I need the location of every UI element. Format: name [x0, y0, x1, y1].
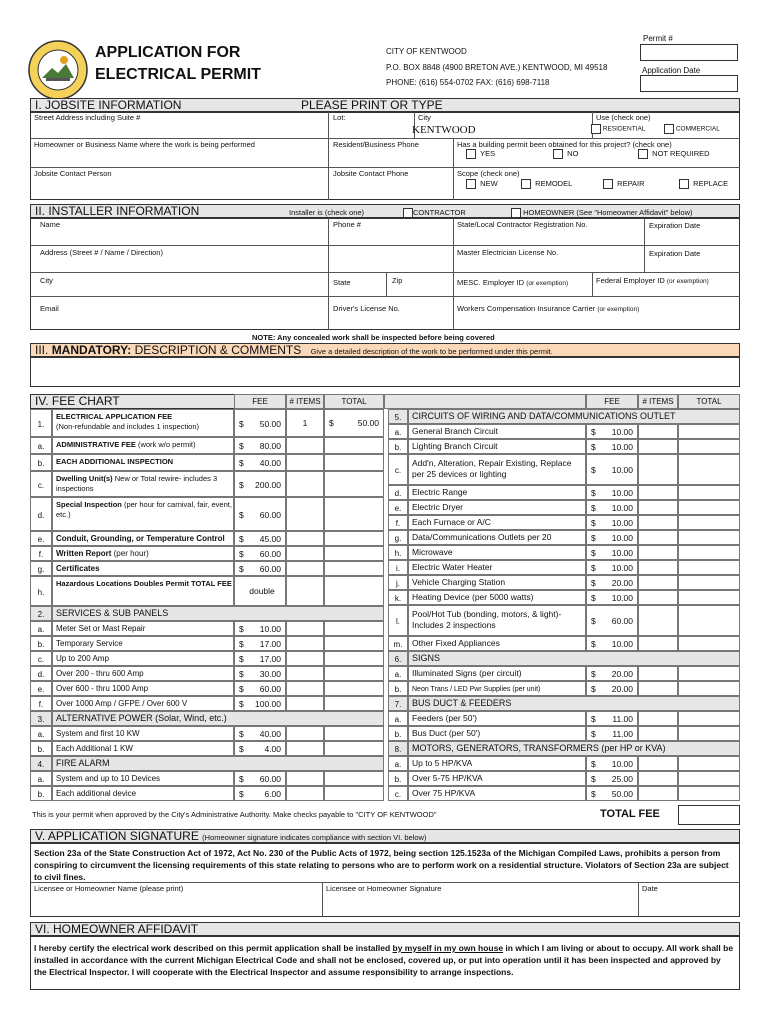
- row-num: b.: [30, 636, 52, 651]
- fee-row-label: Other Fixed Appliances: [408, 636, 586, 651]
- no-checkbox[interactable]: [553, 149, 563, 159]
- homeowner-checkbox[interactable]: [511, 208, 521, 218]
- row-num: e.: [30, 681, 52, 696]
- total-input[interactable]: [324, 471, 384, 497]
- total-input[interactable]: [324, 651, 384, 666]
- fee-value: $ 17.00: [234, 651, 286, 666]
- items-col-label: # ITEMS: [289, 397, 321, 406]
- fee-value: $ 60.00: [234, 561, 286, 576]
- total-input[interactable]: [324, 531, 384, 546]
- total-input[interactable]: [324, 666, 384, 681]
- fee-col-label: FEE: [252, 397, 268, 406]
- row-num: b.: [388, 439, 408, 454]
- items-input[interactable]: [638, 530, 678, 545]
- total-input[interactable]: [324, 576, 384, 606]
- total-input[interactable]: [678, 711, 740, 726]
- items-input[interactable]: [286, 621, 324, 636]
- app-date-field[interactable]: [640, 75, 738, 92]
- row-num: g.: [388, 530, 408, 545]
- replace-option[interactable]: REPLACE: [679, 179, 728, 189]
- contractor-option[interactable]: CONTRACTOR: [403, 206, 466, 219]
- state-reg-label: State/Local Contractor Registration No.: [457, 220, 588, 229]
- total-input[interactable]: [678, 500, 740, 515]
- total-input[interactable]: [678, 590, 740, 605]
- row-num: h.: [30, 576, 52, 606]
- row-num: d.: [388, 485, 408, 500]
- not-required-option[interactable]: NOT REQUIRED: [638, 149, 710, 159]
- row-num: d.: [30, 666, 52, 681]
- row-num: e.: [388, 500, 408, 515]
- fee-value: $ 10.00: [586, 756, 638, 771]
- fee-value: $ 10.00: [586, 454, 638, 485]
- contact-label: Jobsite Contact Person: [34, 169, 112, 178]
- items-input[interactable]: [286, 726, 324, 741]
- total-input[interactable]: [324, 636, 384, 651]
- row-num: f.: [30, 546, 52, 561]
- row-num: b.: [30, 786, 52, 801]
- total-input[interactable]: [678, 636, 740, 651]
- total-col-label: TOTAL: [341, 397, 367, 406]
- fee-row-label: Certificates: [52, 561, 234, 576]
- items-input[interactable]: [286, 651, 324, 666]
- fee-row-label: Illuminated Signs (per circuit): [408, 666, 586, 681]
- items-input[interactable]: [638, 439, 678, 454]
- fee-row-label: Written Report (per hour): [52, 546, 234, 561]
- row-num: a.: [388, 711, 408, 726]
- fed-label: Federal Employer ID (or exemption): [596, 276, 709, 285]
- fee-value: $ 10.00: [234, 621, 286, 636]
- row-num: b.: [388, 771, 408, 786]
- fee-value: $ 60.00: [234, 497, 286, 531]
- items-input[interactable]: [286, 636, 324, 651]
- installer-city-label: City: [40, 276, 53, 285]
- fee-value: $ 10.00: [586, 560, 638, 575]
- name-label: Name: [40, 220, 61, 229]
- city-name: CITY OF KENTWOOD: [386, 47, 467, 56]
- fee-value: $ 20.00: [586, 666, 638, 681]
- row-num: k.: [388, 590, 408, 605]
- fee-value: $ 4.00: [234, 741, 286, 756]
- row-num: f.: [30, 696, 52, 711]
- fee-row-label: Electric Dryer: [408, 500, 586, 515]
- fee-value: $ 40.00: [234, 726, 286, 741]
- fee-row-label: ADMINISTRATIVE FEE (work w/o permit): [52, 437, 234, 454]
- exp-date-label-2: Expiration Date: [649, 249, 701, 258]
- master-label: Master Electrician License No.: [457, 248, 559, 257]
- total-input[interactable]: [324, 561, 384, 576]
- fee-value: $ 80.00: [234, 437, 286, 454]
- fee-value: $ 100.00: [234, 696, 286, 711]
- row-num: d.: [30, 497, 52, 531]
- affidavit-text: I hereby certify the electrical work described on this permit application shall be installed by myself in my own house in which I am living or about to occupy. All work shall be installed in accordance with the current Michigan Electrical Code and shall not be enclosed, covered up, or put into operation until it has been inspected and approved by the Electrical Inspector. I will cooperate with the Electrical Inspector and assume responsibility to arrange inspections.: [34, 943, 734, 977]
- fee-value: $ 40.00: [234, 454, 286, 471]
- total-input[interactable]: [678, 439, 740, 454]
- row-num: a.: [30, 437, 52, 454]
- row-num: 3.: [30, 711, 52, 726]
- row-num: a.: [388, 756, 408, 771]
- fee-value: $ 20.00: [586, 681, 638, 696]
- items-col-label-r: # ITEMS: [642, 397, 674, 406]
- total-input[interactable]: [678, 681, 740, 696]
- items-input[interactable]: [638, 605, 678, 636]
- total-input[interactable]: [678, 424, 740, 439]
- new-option[interactable]: NEW: [466, 179, 498, 189]
- app-date-label: Application Date: [642, 66, 701, 75]
- fee-value: $ 60.00: [586, 605, 638, 636]
- fee-value: $ 11.00: [586, 711, 638, 726]
- fee-row-label: ELECTRICAL APPLICATION FEE (Non-refundable and includes 1 inspection): [52, 409, 234, 437]
- owner-label: Homeowner or Business Name where the work is being performed: [34, 140, 255, 149]
- fee-row-label: Electric Range: [408, 485, 586, 500]
- fee-row-label: Over 1000 Amp / GFPE / Over 600 V: [52, 696, 234, 711]
- fee-row-label: Over 75 HP/KVA: [408, 786, 586, 801]
- row-num: a.: [30, 726, 52, 741]
- fee-value: $ 25.00: [586, 771, 638, 786]
- state-label: State: [333, 278, 351, 287]
- row-num: c.: [30, 471, 52, 497]
- items-input[interactable]: [638, 575, 678, 590]
- exp-date-label-1: Expiration Date: [649, 221, 701, 230]
- commercial-checkbox[interactable]: [664, 124, 674, 134]
- row-num: c.: [388, 786, 408, 801]
- fee-row-label: Hazardous Locations Doubles Permit TOTAL FEE: [52, 576, 234, 606]
- row-num: b.: [388, 681, 408, 696]
- permit-number-field[interactable]: [640, 44, 738, 61]
- fee-row-label: Up to 200 Amp: [52, 651, 234, 666]
- fee-value: double: [234, 576, 286, 606]
- fee-col-label-r: FEE: [604, 397, 620, 406]
- fee-section-title: BUS DUCT & FEEDERS: [408, 696, 740, 711]
- row-num: 5.: [388, 409, 408, 424]
- concealed-note: NOTE: Any concealed work shall be inspected before being covered: [252, 333, 495, 342]
- items-input[interactable]: [638, 636, 678, 651]
- fee-row-label: System and first 10 KW: [52, 726, 234, 741]
- fee-value: $ 10.00: [586, 545, 638, 560]
- items-input[interactable]: [638, 545, 678, 560]
- use-label: Use (check one): [596, 113, 651, 122]
- contact-phone-label: Jobsite Contact Phone: [333, 169, 409, 178]
- row-num: e.: [30, 531, 52, 546]
- items-input[interactable]: [286, 497, 324, 531]
- fee-row-label: Feeders (per 50'): [408, 711, 586, 726]
- fee-value: $ 50.00: [586, 786, 638, 801]
- fee-row-label: Heating Device (per 5000 watts): [408, 590, 586, 605]
- installer-header: II. INSTALLER INFORMATION Installer is (check one) CONTRACTOR HOMEOWNER (See "Homeowner Affidavit" below): [30, 204, 740, 218]
- fee-row-label: System and up to 10 Devices: [52, 771, 234, 786]
- row-num: a.: [388, 666, 408, 681]
- remodel-option[interactable]: REMODEL: [521, 179, 572, 189]
- total-input[interactable]: [324, 771, 384, 786]
- row-num: j.: [388, 575, 408, 590]
- dl-label: Driver's License No.: [333, 304, 400, 313]
- licensee-name-label: Licensee or Homeowner Name (please print): [34, 884, 184, 893]
- total-input[interactable]: $ 50.00: [324, 409, 384, 437]
- items-input[interactable]: [286, 666, 324, 681]
- signature-header: V. APPLICATION SIGNATURE (Homeowner signature indicates compliance with section VI. below): [30, 829, 740, 843]
- row-num: f.: [388, 515, 408, 530]
- total-input[interactable]: [678, 786, 740, 801]
- fee-value: $ 6.00: [234, 786, 286, 801]
- total-col-label-r: TOTAL: [696, 397, 722, 406]
- fee-row-label: Temporary Service: [52, 636, 234, 651]
- row-num: 7.: [388, 696, 408, 711]
- items-input[interactable]: [286, 696, 324, 711]
- items-input[interactable]: 1: [286, 409, 324, 437]
- items-input[interactable]: [638, 756, 678, 771]
- fee-row-label: Up to 5 HP/KVA: [408, 756, 586, 771]
- fee-value: $ 30.00: [234, 666, 286, 681]
- city-value[interactable]: KENTWOOD: [412, 124, 476, 136]
- fee-value: $ 60.00: [234, 546, 286, 561]
- replace-checkbox[interactable]: [679, 179, 689, 189]
- fee-section-title: FIRE ALARM: [52, 756, 384, 771]
- total-input[interactable]: [324, 681, 384, 696]
- row-num: b.: [388, 726, 408, 741]
- fee-row-label: Vehicle Charging Station: [408, 575, 586, 590]
- items-input[interactable]: [286, 786, 324, 801]
- remodel-checkbox[interactable]: [521, 179, 531, 189]
- items-input[interactable]: [286, 437, 324, 454]
- total-input[interactable]: [678, 454, 740, 485]
- fee-row-label: Each Furnace or A/C: [408, 515, 586, 530]
- items-input[interactable]: [638, 726, 678, 741]
- fee-value: $ 60.00: [234, 771, 286, 786]
- fee-section-title: CIRCUITS OF WIRING AND DATA/COMMUNICATIONS OUTLET: [408, 409, 740, 424]
- email-label: Email: [40, 304, 59, 313]
- fee-value: $ 10.00: [586, 590, 638, 605]
- installer-section: [30, 218, 740, 330]
- fee-row-label: Add'n, Alteration, Repair Existing, Replace per 25 devices or lighting: [408, 454, 586, 485]
- bldg-permit-label: Has a building permit been obtained for this project? (check one): [457, 140, 672, 149]
- row-num: m.: [388, 636, 408, 651]
- fee-value: $ 10.00: [586, 439, 638, 454]
- lot-label: Lot:: [333, 113, 346, 122]
- fee-value: $ 10.00: [586, 636, 638, 651]
- fee-section-title: SIGNS: [408, 651, 740, 666]
- row-num: b.: [30, 741, 52, 756]
- items-input[interactable]: [638, 424, 678, 439]
- row-num: a.: [388, 424, 408, 439]
- fee-value: $ 11.00: [586, 726, 638, 741]
- items-input[interactable]: [638, 711, 678, 726]
- row-num: 4.: [30, 756, 52, 771]
- items-input[interactable]: [638, 485, 678, 500]
- row-num: c.: [388, 454, 408, 485]
- row-num: g.: [30, 561, 52, 576]
- fee-row-label: Electric Water Heater: [408, 560, 586, 575]
- total-input[interactable]: [324, 741, 384, 756]
- items-input[interactable]: [286, 576, 324, 606]
- row-num: l.: [388, 605, 408, 636]
- street-label: Street Address including Suite #: [34, 113, 141, 122]
- row-num: a.: [30, 771, 52, 786]
- yes-option[interactable]: YES: [466, 149, 495, 159]
- fee-value: $ 60.00: [234, 681, 286, 696]
- signature-date-label: Date: [642, 884, 658, 893]
- total-input[interactable]: [324, 437, 384, 454]
- total-input[interactable]: [678, 756, 740, 771]
- total-fee-field[interactable]: [678, 805, 740, 825]
- fee-header: IV. FEE CHART: [30, 394, 384, 409]
- total-input[interactable]: [324, 546, 384, 561]
- items-input[interactable]: [638, 560, 678, 575]
- items-input[interactable]: [638, 454, 678, 485]
- items-input[interactable]: [286, 681, 324, 696]
- items-input[interactable]: [286, 546, 324, 561]
- items-input[interactable]: [286, 454, 324, 471]
- city-label: City: [418, 113, 431, 122]
- fee-row-label: Over 600 - thru 1000 Amp: [52, 681, 234, 696]
- fee-value: $ 17.00: [234, 636, 286, 651]
- right-header-blank: [384, 394, 586, 409]
- fee-row-label: EACH ADDITIONAL INSPECTION: [52, 454, 234, 471]
- commercial-option[interactable]: COMMERCIAL: [664, 124, 720, 134]
- zip-label: Zip: [392, 276, 403, 285]
- row-num: c.: [30, 651, 52, 666]
- fee-value: $ 200.00: [234, 471, 286, 497]
- items-input[interactable]: [638, 771, 678, 786]
- total-input[interactable]: [678, 530, 740, 545]
- res-phone-label: Resident/Business Phone: [333, 140, 419, 149]
- city-phone: PHONE: (616) 554-0702 FAX: (616) 698-7118: [386, 78, 550, 87]
- items-input[interactable]: [638, 500, 678, 515]
- payable-note: This is your permit when approved by the City's Administrative Authority. Make checks payable to "CITY OF KENTWOOD": [32, 810, 437, 819]
- licensee-signature-label: Licensee or Homeowner Signature: [326, 884, 442, 893]
- items-input[interactable]: [638, 681, 678, 696]
- items-input[interactable]: [286, 741, 324, 756]
- city-seal: [28, 40, 88, 100]
- residential-option[interactable]: RESIDENTIAL: [591, 124, 645, 134]
- title-line1: APPLICATION FOR: [95, 44, 241, 61]
- fee-row-label: Meter Set or Mast Repair: [52, 621, 234, 636]
- row-num: 8.: [388, 741, 408, 756]
- not-required-checkbox[interactable]: [638, 149, 648, 159]
- items-input[interactable]: [638, 590, 678, 605]
- city-address: P.O. BOX 8848 (4900 BRETON AVE.) KENTWOOD, MI 49518: [386, 63, 608, 72]
- address-label: Address (Street # / Name / Direction): [40, 248, 163, 257]
- fee-row-label: Conduit, Grounding, or Temperature Control: [52, 531, 234, 546]
- total-input[interactable]: [678, 666, 740, 681]
- jobsite-header: I. JOBSITE INFORMATION PLEASE PRINT OR TYPE: [30, 98, 740, 112]
- fee-value: $ 45.00: [234, 531, 286, 546]
- fee-value: $ 10.00: [586, 530, 638, 545]
- total-fee-label: TOTAL FEE: [600, 808, 660, 820]
- row-num: 2.: [30, 606, 52, 621]
- row-num: a.: [30, 621, 52, 636]
- fee-row-label: Over 200 - thru 600 Amp: [52, 666, 234, 681]
- homeowner-option[interactable]: HOMEOWNER (See "Homeowner Affidavit" below): [511, 206, 693, 219]
- items-input[interactable]: [286, 771, 324, 786]
- total-input[interactable]: [678, 575, 740, 590]
- fee-row-label: Pool/Hot Tub (bonding, motors, & light)- Includes 2 inspections: [408, 605, 586, 636]
- total-input[interactable]: [324, 621, 384, 636]
- fee-value: $ 50.00: [234, 409, 286, 437]
- total-input[interactable]: [678, 560, 740, 575]
- total-input[interactable]: [324, 454, 384, 471]
- repair-checkbox[interactable]: [603, 179, 613, 189]
- new-checkbox[interactable]: [466, 179, 476, 189]
- repair-option[interactable]: REPAIR: [603, 179, 645, 189]
- total-input[interactable]: [678, 515, 740, 530]
- fee-row-label: Dwelling Unit(s) New or Total rewire- includes 3 inspections: [52, 471, 234, 497]
- signature-statute: Section 23a of the State Construction Act of 1972, Act No. 230 of the Public Acts of 1972, being section 125.1523a of the Michigan Compiled Laws, prohibits a person from conspiring to circumvent the licensing requirements of this state relating to persons who are to perform work on a residential structure. Violators of Section 23a are subject to civil fines.: [34, 848, 729, 882]
- fee-row-label: Data/Communications Outlets per 20: [408, 530, 586, 545]
- description-field[interactable]: [30, 357, 740, 387]
- fee-value: $ 20.00: [586, 575, 638, 590]
- scope-label: Scope (check one): [457, 169, 520, 178]
- fee-section-title: ALTERNATIVE POWER (Solar, Wind, etc.): [52, 711, 384, 726]
- total-input[interactable]: [324, 696, 384, 711]
- items-input[interactable]: [638, 666, 678, 681]
- total-input[interactable]: [678, 605, 740, 636]
- fee-value: $ 10.00: [586, 424, 638, 439]
- fee-value: $ 10.00: [586, 485, 638, 500]
- fee-row-label: General Branch Circuit: [408, 424, 586, 439]
- total-input[interactable]: [324, 786, 384, 801]
- total-input[interactable]: [678, 771, 740, 786]
- wc-label: Workers Compensation Insurance Carrier (or exemption): [457, 304, 640, 313]
- row-num: i.: [388, 560, 408, 575]
- total-input[interactable]: [324, 497, 384, 531]
- fee-row-label: Lighting Branch Circuit: [408, 439, 586, 454]
- row-num: 1.: [30, 409, 52, 437]
- fee-row-label: Neon Trans / LED Pwr Supplies (per unit): [408, 681, 586, 696]
- total-input[interactable]: [324, 726, 384, 741]
- permit-label: Permit #: [643, 34, 673, 43]
- fee-value: $ 10.00: [586, 500, 638, 515]
- items-input[interactable]: [286, 471, 324, 497]
- fee-row-label: Each additional device: [52, 786, 234, 801]
- row-num: b.: [30, 454, 52, 471]
- fee-row-label: Over 5-75 HP/KVA: [408, 771, 586, 786]
- fee-row-label: Special Inspection (per hour for carnival, fair, event, etc.): [52, 497, 234, 531]
- row-num: h.: [388, 545, 408, 560]
- fee-row-label: Bus Duct (per 50'): [408, 726, 586, 741]
- residential-checkbox[interactable]: [591, 124, 601, 134]
- fee-value: $ 10.00: [586, 515, 638, 530]
- fee-row-label: Each Additional 1 KW: [52, 741, 234, 756]
- yes-checkbox[interactable]: [466, 149, 476, 159]
- items-input[interactable]: [286, 531, 324, 546]
- row-num: 6.: [388, 651, 408, 666]
- no-option[interactable]: NO: [553, 149, 578, 159]
- mandatory-header: III. MANDATORY: DESCRIPTION & COMMENTS Give a detailed description of the work to be performed under this permit.: [30, 343, 740, 357]
- fee-section-title: SERVICES & SUB PANELS: [52, 606, 384, 621]
- fee-section-title: MOTORS, GENERATORS, TRANSFORMERS (per HP or KVA): [408, 741, 740, 756]
- items-input[interactable]: [638, 515, 678, 530]
- title-line2: ELECTRICAL PERMIT: [95, 66, 261, 83]
- total-input[interactable]: [678, 485, 740, 500]
- affidavit-header: VI. HOMEOWNER AFFIDAVIT: [30, 922, 740, 936]
- items-input[interactable]: [638, 786, 678, 801]
- items-input[interactable]: [286, 561, 324, 576]
- total-input[interactable]: [678, 726, 740, 741]
- fee-row-label: Microwave: [408, 545, 586, 560]
- mesc-label: MESC. Employer ID (or exemption): [457, 278, 569, 287]
- total-input[interactable]: [678, 545, 740, 560]
- contractor-checkbox[interactable]: [403, 208, 413, 218]
- phone-label: Phone #: [333, 220, 361, 229]
